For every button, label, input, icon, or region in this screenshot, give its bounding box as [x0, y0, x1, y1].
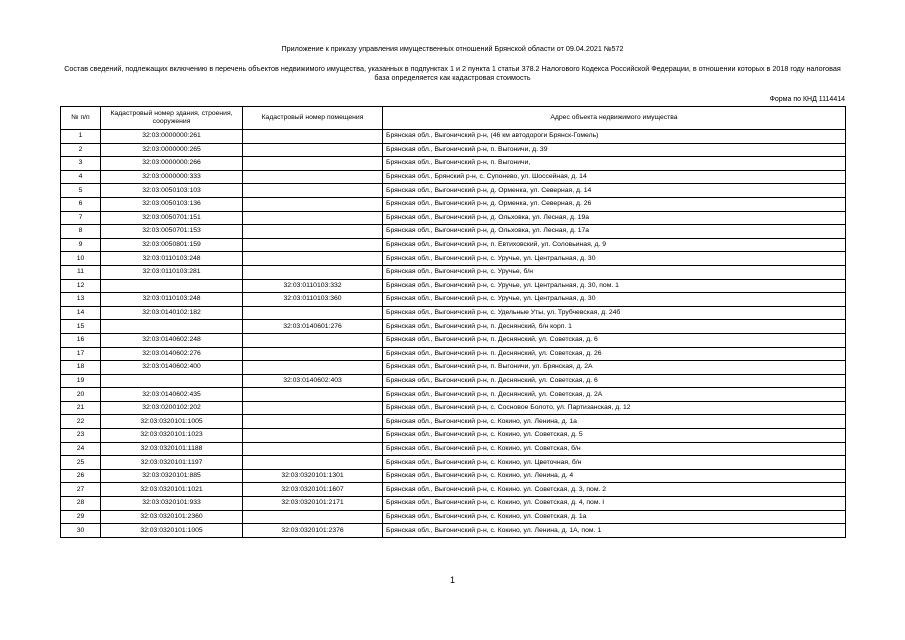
cell-building-cadastral: 32:03:0140102:182 [101, 306, 243, 320]
cell-building-cadastral: 32:03:0000000:261 [101, 130, 243, 144]
column-header-premises-cadastral: Кадастровый номер помещения [243, 107, 383, 130]
cell-address: Брянская обл., Выгоничский р-н, д. Ольховка, ул. Лесная, д. 17а [383, 225, 846, 239]
cell-number: 15 [61, 320, 101, 334]
table-row [61, 143, 846, 157]
table-row [61, 497, 846, 511]
cell-address: Брянская обл., Выгоничский р-н, п. Деснянский, ул. Советская, д. 6 [383, 333, 846, 347]
cell-address: Брянская обл., Выгоничский р-н, с. Уручье, б/н [383, 265, 846, 279]
cell-number: 24 [61, 442, 101, 456]
table-row [61, 442, 846, 456]
cell-number: 21 [61, 401, 101, 415]
cell-premises-cadastral: 32:03:0140602:403 [243, 374, 383, 388]
table-row [61, 197, 846, 211]
cell-address: Брянская обл., Брянский р-н, с. Супонево, ул. Шоссейная, д. 14 [383, 170, 846, 184]
cell-premises-cadastral [243, 157, 383, 171]
cell-building-cadastral: 32:03:0320101:1023 [101, 429, 243, 443]
cell-address: Брянская обл., Выгоничский р-н, с. Кокино, ул. Советская, д. 1а [383, 510, 846, 524]
table-row [61, 415, 846, 429]
cell-number: 28 [61, 497, 101, 511]
form-code: Форма по КНД 1114414 [769, 96, 845, 103]
cell-address: Брянская обл., Выгоничский р-н, п. Деснянский, ул. Советская, д. 6 [383, 374, 846, 388]
table-row [61, 306, 846, 320]
cell-address: Брянская обл., Выгоничский р-н, д. Орменка, ул. Северная, д. 14 [383, 184, 846, 198]
cell-premises-cadastral: 32:03:0320101:1607 [243, 483, 383, 497]
table-row [61, 401, 846, 415]
table-row [61, 252, 846, 266]
cell-number: 20 [61, 388, 101, 402]
table-row [61, 211, 846, 225]
cell-address: Брянская обл., Выгоничский р-н. п. Деснянский, ул. Советская, д. 26 [383, 347, 846, 361]
cell-address: Брянская обл., Выгоничский р-н, с. Уручье, ул. Центральная, д. 30, пом. 1 [383, 279, 846, 293]
cell-address: Брянская обл., Выгоничский р-н, с. Кокино. ул. Советская, д. 3, пом. 2 [383, 483, 846, 497]
document-title: Приложение к приказу управления имущественных отношений Брянской области от 09.04.2021 №572 [281, 44, 624, 53]
cell-premises-cadastral [243, 361, 383, 375]
cell-number: 29 [61, 510, 101, 524]
cell-premises-cadastral [243, 225, 383, 239]
cell-number: 26 [61, 469, 101, 483]
cell-building-cadastral: 32:03:0050701:153 [101, 225, 243, 239]
cell-number: 14 [61, 306, 101, 320]
cell-premises-cadastral: 32:03:0320101:2376 [243, 524, 383, 538]
cell-number: 8 [61, 225, 101, 239]
cell-address: Брянская обл., Выгоничский р-н, п. Деснянский, ул. Советская, д. 2А [383, 388, 846, 402]
table-row [61, 320, 846, 334]
cell-number: 1 [61, 130, 101, 144]
cell-number: 10 [61, 252, 101, 266]
cell-address: Брянская обл., Выгоничский р-н, п. Деснянский, б/н корп. 1 [383, 320, 846, 334]
table-row [61, 524, 846, 538]
cell-address: Брянская обл., Выгоничский р-н, с. Кокино, ул. Советская, д. 4, пом. I [383, 497, 846, 511]
cell-building-cadastral: 32:03:0110103:281 [101, 265, 243, 279]
table-row [61, 510, 846, 524]
cell-building-cadastral: 32:03:0320101:1005 [101, 524, 243, 538]
cell-number: 13 [61, 293, 101, 307]
table-header-row [61, 107, 846, 130]
table-row [61, 238, 846, 252]
cell-building-cadastral: 32:03:0110103:248 [101, 252, 243, 266]
cell-address: Брянская обл., Выгоничский р-н, с. Кокино, ул. Ленина, д. 1А, пом. 1 [383, 524, 846, 538]
cell-premises-cadastral [243, 347, 383, 361]
cell-number: 18 [61, 361, 101, 375]
cell-address: Брянская обл., Выгоничский р-н, с. Удельные Уты, ул. Трубчевская, д. 24б [383, 306, 846, 320]
table-row [61, 469, 846, 483]
cell-number: 6 [61, 197, 101, 211]
table-row [61, 361, 846, 375]
cell-premises-cadastral: 32:03:0320101:1301 [243, 469, 383, 483]
table-row [61, 157, 846, 171]
table-row [61, 429, 846, 443]
cell-address: Брянская обл., Выгоничский р-н, с. Сосновое Болото, ул. Партизанская, д. 12 [383, 401, 846, 415]
cell-address: Брянская обл., Выгоничский р-н, с. Кокино, ул. Цветочная, б/н [383, 456, 846, 470]
cell-building-cadastral: 32:03:0000000:266 [101, 157, 243, 171]
cell-premises-cadastral [243, 388, 383, 402]
cell-address: Брянская обл., Выгоничский р-н, с. Кокино, ул. Ленина, д. 4 [383, 469, 846, 483]
cell-number: 30 [61, 524, 101, 538]
table-row [61, 265, 846, 279]
column-header-address: Адрес объекта недвижимого имущества [383, 107, 846, 130]
table-row [61, 456, 846, 470]
cell-premises-cadastral [243, 442, 383, 456]
cell-premises-cadastral [243, 306, 383, 320]
cell-number: 5 [61, 184, 101, 198]
cell-building-cadastral: 32:03:0110103:248 [101, 293, 243, 307]
cell-number: 4 [61, 170, 101, 184]
cell-number: 23 [61, 429, 101, 443]
cell-building-cadastral: 32:03:0140602:248 [101, 333, 243, 347]
cell-building-cadastral: 32:03:0320101:2360 [101, 510, 243, 524]
table-row [61, 170, 846, 184]
cell-premises-cadastral [243, 252, 383, 266]
cell-number: 11 [61, 265, 101, 279]
cell-premises-cadastral [243, 238, 383, 252]
cell-building-cadastral: 32:03:0050103:103 [101, 184, 243, 198]
cell-address: Брянская обл., Выгоничский р-н, п. Евтиховский, ул. Соловьиная, д. 9 [383, 238, 846, 252]
cell-address: Брянская обл., Выгоничский р-н, с. Уручье, ул. Центральная, д. 30 [383, 252, 846, 266]
table-row [61, 225, 846, 239]
cell-building-cadastral: 32:03:0050103:136 [101, 197, 243, 211]
cell-premises-cadastral [243, 333, 383, 347]
cell-address: Брянская обл., Выгоничский р-н, д. Ольховка, ул. Лесная, д. 19а [383, 211, 846, 225]
cell-premises-cadastral [243, 456, 383, 470]
cell-building-cadastral: 32:03:0320101:885 [101, 469, 243, 483]
cell-number: 16 [61, 333, 101, 347]
cell-premises-cadastral: 32:03:0320101:2171 [243, 497, 383, 511]
cell-premises-cadastral [243, 130, 383, 144]
table-row [61, 333, 846, 347]
table-row [61, 374, 846, 388]
cell-building-cadastral: 32:03:0050801:159 [101, 238, 243, 252]
cell-building-cadastral: 32:03:0000000:265 [101, 143, 243, 157]
cell-number: 27 [61, 483, 101, 497]
cell-address: Брянская обл., Выгоничский р-н, п. Выгоничи, [383, 157, 846, 171]
page-number: 1 [449, 575, 455, 585]
property-table [60, 106, 846, 538]
cell-building-cadastral: 32:03:0140602:276 [101, 347, 243, 361]
cell-address: Брянская обл., Выгоничский р-н, с. Кокино, ул. Советская, б/н [383, 442, 846, 456]
table-row [61, 347, 846, 361]
cell-number: 2 [61, 143, 101, 157]
cell-building-cadastral: 32:03:0000000:333 [101, 170, 243, 184]
column-header-building-cadastral: Кадастровый номер здания, строения, сооружения [101, 107, 243, 130]
cell-building-cadastral [101, 320, 243, 334]
cell-address: Брянская обл., Выгоничский р-н, п. Выгоничи, д. 39 [383, 143, 846, 157]
document-subtitle: Состав сведений, подлежащих включению в перечень объектов недвижимого имущества, указанных в подпунктах 1 и 2 пункта 1 статьи 378.2 Налогового Кодекса Российской Федерации, в отношении которых в 2018 году налоговая база определяется как кадастровая стоимость [64, 64, 841, 82]
cell-building-cadastral: 32:03:0050701:151 [101, 211, 243, 225]
cell-premises-cadastral [243, 184, 383, 198]
cell-premises-cadastral [243, 197, 383, 211]
cell-building-cadastral: 32:03:0320101:1197 [101, 456, 243, 470]
cell-building-cadastral [101, 374, 243, 388]
cell-number: 9 [61, 238, 101, 252]
cell-premises-cadastral: 32:03:0110103:360 [243, 293, 383, 307]
table-row [61, 184, 846, 198]
cell-number: 7 [61, 211, 101, 225]
cell-number: 22 [61, 415, 101, 429]
cell-building-cadastral: 32:03:0320101:1188 [101, 442, 243, 456]
cell-building-cadastral: 32:03:0200102:202 [101, 401, 243, 415]
cell-number: 19 [61, 374, 101, 388]
cell-building-cadastral [101, 279, 243, 293]
table-row [61, 130, 846, 144]
cell-address: Брянская обл., Выгоничский р-н, д. Орменка, ул. Северная, д. 26 [383, 197, 846, 211]
cell-address: Брянская обл., Выгоничский р-н, (46 км автодороги Брянск-Гомель) [383, 130, 846, 144]
cell-building-cadastral: 32:03:0320101:933 [101, 497, 243, 511]
cell-premises-cadastral [243, 170, 383, 184]
cell-address: Брянская обл., Выгоничский р-н, с. Кокино, ул. Советская, д. 5 [383, 429, 846, 443]
cell-premises-cadastral [243, 265, 383, 279]
cell-premises-cadastral [243, 429, 383, 443]
table-row [61, 279, 846, 293]
cell-number: 25 [61, 456, 101, 470]
cell-premises-cadastral [243, 211, 383, 225]
table-row [61, 388, 846, 402]
cell-premises-cadastral [243, 143, 383, 157]
cell-building-cadastral: 32:03:0140602:400 [101, 361, 243, 375]
table-row [61, 293, 846, 307]
cell-number: 17 [61, 347, 101, 361]
cell-building-cadastral: 32:03:0140602:435 [101, 388, 243, 402]
cell-premises-cadastral [243, 415, 383, 429]
column-header-number: № п/п [61, 107, 101, 130]
cell-building-cadastral: 32:03:0320101:1021 [101, 483, 243, 497]
cell-premises-cadastral: 32:03:0110103:332 [243, 279, 383, 293]
cell-premises-cadastral [243, 401, 383, 415]
cell-premises-cadastral [243, 510, 383, 524]
cell-premises-cadastral: 32:03:0140601:276 [243, 320, 383, 334]
table-row [61, 483, 846, 497]
cell-address: Брянская обл., Выгоничский р-н, п. Выгоничи, ул. Брянская, д. 2А [383, 361, 846, 375]
table-body [61, 130, 846, 538]
cell-building-cadastral: 32:03:0320101:1005 [101, 415, 243, 429]
cell-number: 12 [61, 279, 101, 293]
cell-number: 3 [61, 157, 101, 171]
cell-address: Брянская обл., Выгоничский р-н, с. Уручье, ул. Центральная, д. 30 [383, 293, 846, 307]
cell-address: Брянская обл., Выгоничский р-н, с. Кокино, ул. Ленина, д. 1а [383, 415, 846, 429]
